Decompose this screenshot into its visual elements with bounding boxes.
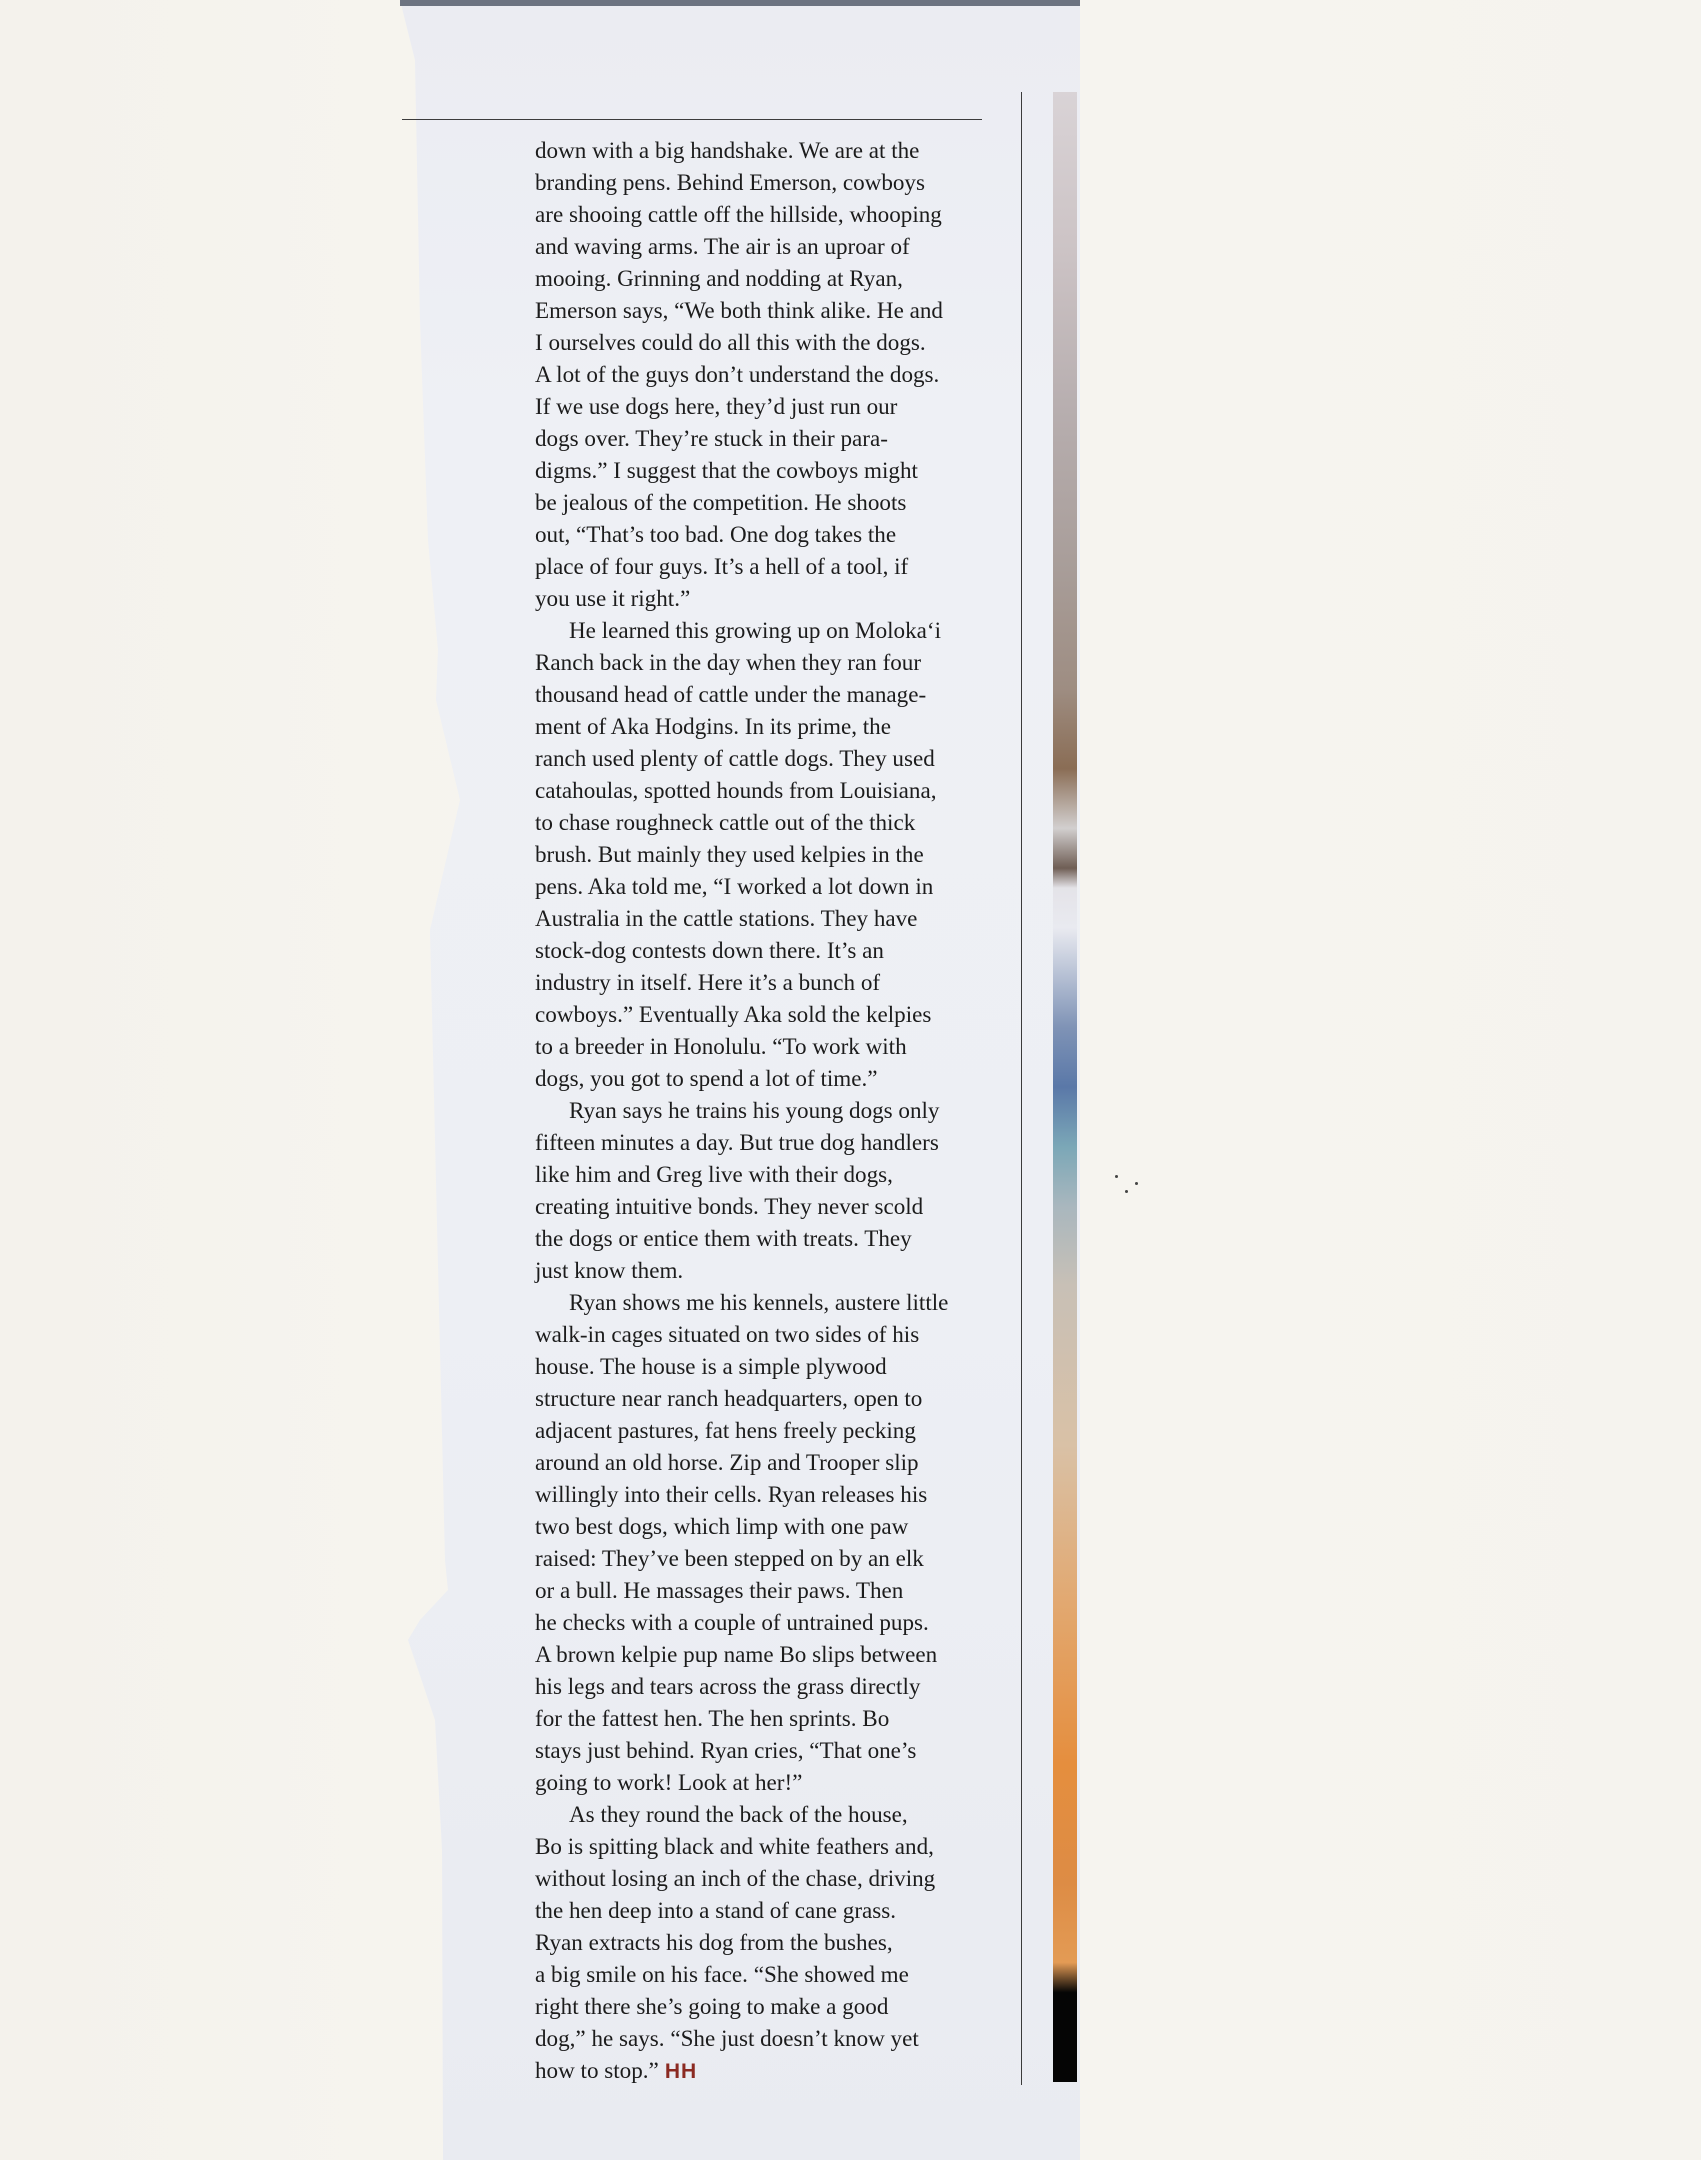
text-line: just know them. (535, 1257, 684, 1283)
clipping-top-edge (400, 0, 1080, 6)
header-rule (402, 119, 982, 120)
text-line: Ryan extracts his dog from the bushes, (535, 1929, 893, 1955)
text-line: down with a big handshake. We are at the (535, 137, 920, 163)
text-line: walk-in cages situated on two sides of his (535, 1321, 920, 1347)
text-line: mooing. Grinning and nodding at Ryan, (535, 265, 903, 291)
dust-speck (1115, 1175, 1118, 1178)
text-line: and waving arms. The air is an uproar of (535, 233, 910, 259)
text-line: around an old horse. Zip and Trooper slip (535, 1449, 919, 1475)
text-line: Australia in the cattle stations. They have (535, 905, 918, 931)
text-line: to chase roughneck cattle out of the thick (535, 809, 916, 835)
text-line: catahoulas, spotted hounds from Louisiana, (535, 777, 937, 803)
text-line: structure near ranch headquarters, open to (535, 1385, 923, 1411)
text-line: house. The house is a simple plywood (535, 1353, 887, 1379)
text-line: A lot of the guys don’t understand the dogs. (535, 361, 940, 387)
text-line: Ryan says he trains his young dogs only (569, 1097, 940, 1123)
dust-speck (1125, 1190, 1128, 1193)
text-line: I ourselves could do all this with the dogs. (535, 329, 926, 355)
text-line: going to work! Look at her!” (535, 1769, 803, 1795)
text-line: stays just behind. Ryan cries, “That one’s (535, 1737, 917, 1763)
text-line: without losing an inch of the chase, driving (535, 1865, 936, 1891)
text-line: you use it right.” (535, 585, 691, 611)
text-line: branding pens. Behind Emerson, cowboys (535, 169, 925, 195)
text-line: Emerson says, “We both think alike. He and (535, 297, 943, 323)
text-line: or a bull. He massages their paws. Then (535, 1577, 904, 1603)
text-line: dog,” he says. “She just doesn’t know yet (535, 2025, 919, 2051)
text-line: a big smile on his face. “She showed me (535, 1961, 909, 1987)
text-line: thousand head of cattle under the manage- (535, 681, 927, 707)
text-line: adjacent pastures, fat hens freely pecking (535, 1417, 916, 1443)
text-line: two best dogs, which limp with one paw (535, 1513, 909, 1539)
dust-speck (1135, 1182, 1138, 1185)
text-line: raised: They’ve been stepped on by an elk (535, 1545, 924, 1571)
text-line: creating intuitive bonds. They never scold (535, 1193, 924, 1219)
text-line: Ryan shows me his kennels, austere little (569, 1289, 949, 1315)
text-line: ranch used plenty of cattle dogs. They used (535, 745, 935, 771)
text-line: he checks with a couple of untrained pups. (535, 1609, 929, 1635)
text-line: fifteen minutes a day. But true dog handlers (535, 1129, 939, 1155)
text-line: place of four guys. It’s a hell of a tool, if (535, 553, 909, 579)
text-line: how to stop.” (535, 2057, 659, 2083)
text-line: dogs over. They’re stuck in their para- (535, 425, 888, 451)
text-line: brush. But mainly they used kelpies in the (535, 841, 924, 867)
text-line: out, “That’s too bad. One dog takes the (535, 521, 897, 547)
last-text-line (535, 2054, 1035, 2088)
text-line: Bo is spitting black and white feathers and, (535, 1833, 934, 1859)
text-line: for the fattest hen. The hen sprints. Bo (535, 1705, 890, 1731)
photo-edge-strip (1053, 92, 1077, 2082)
text-line: dogs, you got to spend a lot of time.” (535, 1065, 878, 1091)
text-line: are shooing cattle off the hillside, whooping (535, 201, 942, 227)
text-line: stock-dog contests down there. It’s an (535, 937, 884, 963)
text-line: ment of Aka Hodgins. In its prime, the (535, 713, 891, 739)
text-line: He learned this growing up on Moloka‘i (569, 617, 941, 643)
text-line: If we use dogs here, they’d just run our (535, 393, 898, 419)
text-line: the hen deep into a stand of cane grass. (535, 1897, 897, 1923)
end-mark: HH (664, 2060, 698, 2083)
article-column (535, 134, 1035, 2088)
text-line: A brown kelpie pup name Bo slips between (535, 1641, 938, 1667)
text-line: the dogs or entice them with treats. They (535, 1225, 912, 1251)
text-line: industry in itself. Here it’s a bunch of (535, 969, 881, 995)
text-line: As they round the back of the house, (569, 1801, 908, 1827)
text-line: to a breeder in Honolulu. “To work with (535, 1033, 907, 1059)
text-line: his legs and tears across the grass directly (535, 1673, 921, 1699)
text-line: right there she’s going to make a good (535, 1993, 889, 2019)
text-line: Ranch back in the day when they ran four (535, 649, 922, 675)
text-line: pens. Aka told me, “I worked a lot down in (535, 873, 934, 899)
text-line: like him and Greg live with their dogs, (535, 1161, 893, 1187)
text-line: digms.” I suggest that the cowboys might (535, 457, 918, 483)
text-line: willingly into their cells. Ryan releases his (535, 1481, 928, 1507)
text-line: be jealous of the competition. He shoots (535, 489, 907, 515)
text-line: cowboys.” Eventually Aka sold the kelpies (535, 1001, 932, 1027)
